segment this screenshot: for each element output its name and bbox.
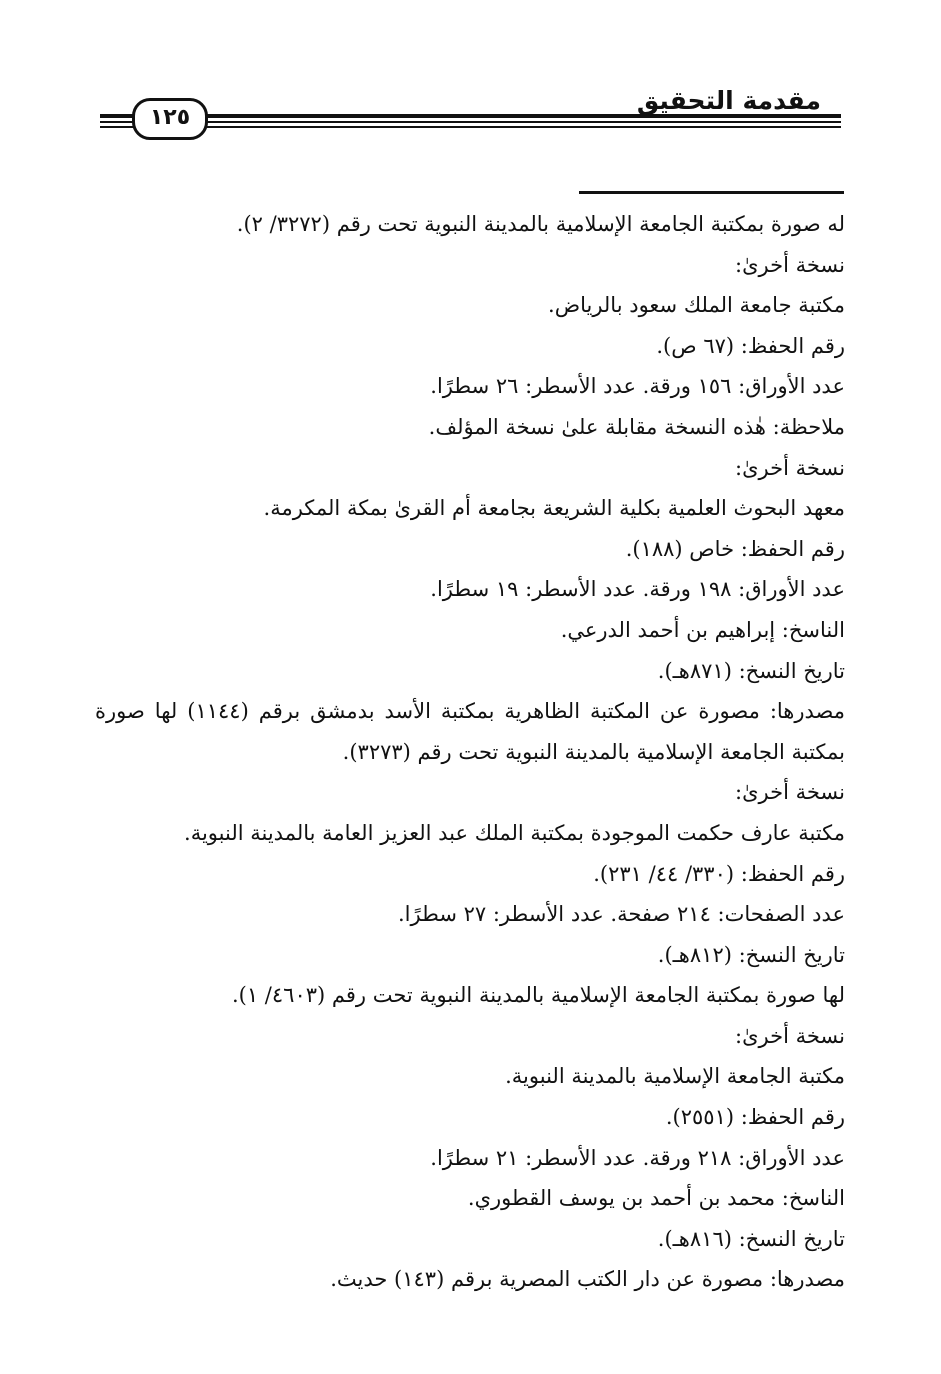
text-line: مكتبة جامعة الملك سعود بالرياض. <box>548 293 845 318</box>
page-header <box>0 0 941 140</box>
text-line: لها صورة بمكتبة الجامعة الإسلامية بالمدينة النبوية تحت رقم (٤٦٠٣/ ١). <box>231 983 845 1008</box>
text-line: رقم الحفظ: (٢٥٥١). <box>665 1105 845 1130</box>
text-line: عدد الصفحات: ٢١٤ صفحة. عدد الأسطر: ٢٧ سطرًا. <box>398 902 845 927</box>
text-line: مكتبة الجامعة الإسلامية بالمدينة النبوية. <box>505 1064 845 1089</box>
text-line: له صورة بمكتبة الجامعة الإسلامية بالمدينة النبوية تحت رقم (٣٢٧٢/ ٢). <box>236 212 845 236</box>
text-line: عدد الأوراق: ٢١٨ ورقة. عدد الأسطر: ٢١ سطرًا. <box>430 1145 845 1170</box>
page-number-badge: ١٢٥ <box>132 98 208 140</box>
text-line: نسخة أخرىٰ: <box>735 1023 845 1048</box>
text-line: رقم الحفظ: (٦٧ ص). <box>656 333 845 358</box>
header-rule-thin-lower <box>100 126 841 128</box>
text-line: عدد الأوراق: ١٩٨ ورقة. عدد الأسطر: ١٩ سطرًا. <box>430 577 845 602</box>
text-line: تاريخ النسخ: (٨١٢هـ). <box>657 942 845 967</box>
text-line: تاريخ النسخ: (٨١٦هـ). <box>657 1226 845 1251</box>
text-line: معهد البحوث العلمية بكلية الشريعة بجامعة أم القرىٰ بمكة المكرمة. <box>263 496 845 521</box>
text-line: نسخة أخرىٰ: <box>735 455 845 480</box>
running-head-title: مقدمة التحقيق <box>636 86 821 115</box>
text-line: عدد الأوراق: ١٥٦ ورقة. عدد الأسطر: ٢٦ سطرًا. <box>430 374 845 399</box>
text-paragraph: مصدرها: مصورة عن المكتبة الظاهرية بمكتبة الأسد بدمشق برقم (١١٤٤) لها صورة بمكتبة الجامعة الإسلامية بالمدينة النبوية تحت رقم (٣٢٧٣). <box>95 699 845 764</box>
header-rule-thin-upper <box>100 121 841 123</box>
body-text <box>95 204 845 1300</box>
text-line: تاريخ النسخ: (٨٧١هـ). <box>657 658 845 683</box>
text-line: نسخة أخرىٰ: <box>735 252 845 277</box>
text-line: رقم الحفظ: خاص (١٨٨). <box>625 536 845 561</box>
text-line: مكتبة عارف حكمت الموجودة بمكتبة الملك عبد العزيز العامة بالمدينة النبوية. <box>184 820 845 845</box>
text-line: الناسخ: إبراهيم بن أحمد الدرعي. <box>560 617 845 642</box>
text-line: رقم الحفظ: (٣٣٠/ ٤٤/ ٢٣١). <box>593 861 845 886</box>
text-line: ملاحظة: هٰذه النسخة مقابلة علىٰ نسخة المؤلف. <box>428 414 845 439</box>
text-line: مصدرها: مصورة عن دار الكتب المصرية برقم (١٤٣) حديث. <box>330 1267 845 1292</box>
text-line: الناسخ: محمد بن أحمد بن يوسف القطوري. <box>467 1186 845 1211</box>
footnote-separator <box>579 191 844 194</box>
text-line: نسخة أخرىٰ: <box>735 780 845 805</box>
